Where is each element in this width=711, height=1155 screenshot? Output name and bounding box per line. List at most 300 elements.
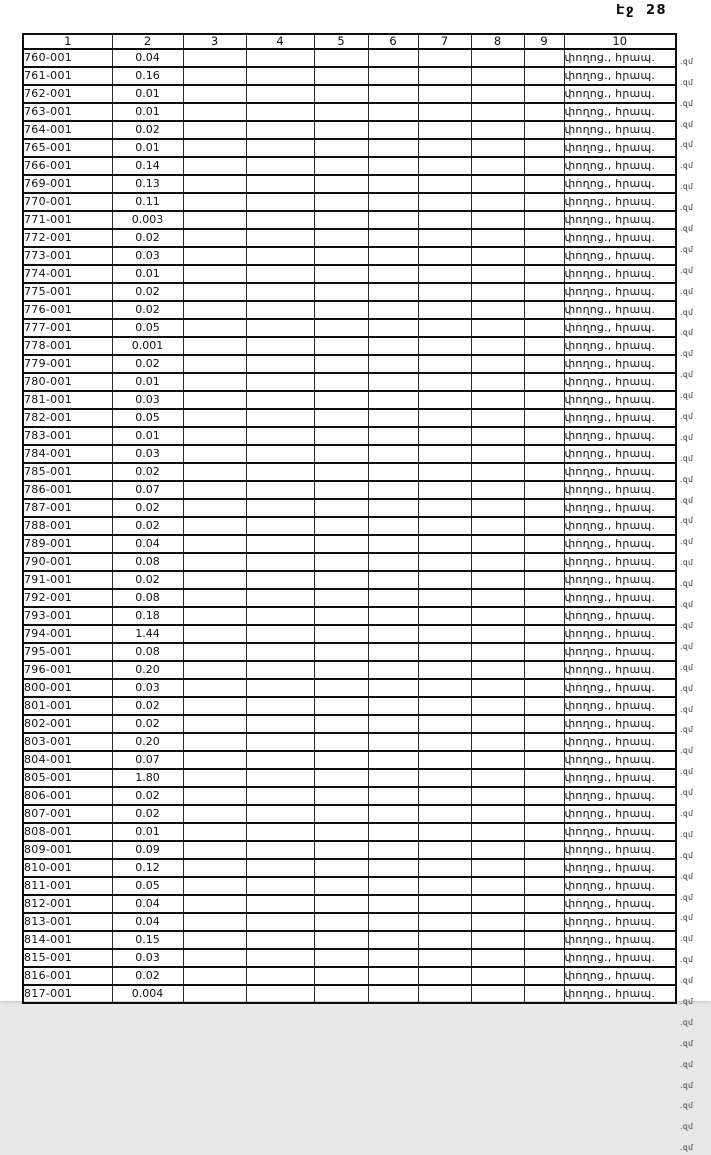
empty-cell-col8 [471, 607, 524, 625]
parcel-code-cell: 791-001 [23, 571, 112, 589]
empty-cell-col9 [524, 85, 564, 103]
empty-cell-col6 [368, 517, 418, 535]
empty-cell-col4 [246, 499, 314, 517]
empty-cell-col3 [183, 85, 246, 103]
margin-mark: .զմ [680, 725, 694, 735]
empty-cell-col9 [524, 715, 564, 733]
parcel-code-cell: 813-001 [23, 913, 112, 931]
category-cell: փողոց., հրապ. [564, 733, 676, 751]
table-row [23, 427, 676, 445]
parcel-code-cell: 774-001 [23, 265, 112, 283]
empty-cell-col8 [471, 85, 524, 103]
empty-cell-col7 [418, 139, 471, 157]
empty-cell-col8 [471, 445, 524, 463]
empty-cell-col9 [524, 661, 564, 679]
empty-cell-col7 [418, 193, 471, 211]
parcel-code-cell: 795-001 [23, 643, 112, 661]
empty-cell-col4 [246, 85, 314, 103]
empty-cell-col9 [524, 877, 564, 895]
category-cell: փողոց., հրապ. [564, 949, 676, 967]
empty-cell-col3 [183, 877, 246, 895]
margin-mark: .զմ [680, 224, 694, 234]
empty-cell-col4 [246, 661, 314, 679]
header-row [23, 34, 676, 49]
table-row [23, 823, 676, 841]
empty-cell-col8 [471, 499, 524, 517]
margin-mark: .զմ [680, 704, 694, 714]
table-row [23, 625, 676, 643]
margin-mark: .զմ [680, 77, 694, 87]
area-value-cell: 0.003 [112, 211, 183, 229]
empty-cell-col3 [183, 571, 246, 589]
empty-cell-col5 [314, 463, 368, 481]
empty-cell-col3 [183, 121, 246, 139]
empty-cell-col3 [183, 157, 246, 175]
empty-cell-col6 [368, 607, 418, 625]
table-row [23, 139, 676, 157]
parcel-code-cell: 792-001 [23, 589, 112, 607]
empty-cell-col6 [368, 679, 418, 697]
empty-cell-col8 [471, 787, 524, 805]
category-cell: փողոց., հրապ. [564, 967, 676, 985]
category-cell: փողոց., հրապ. [564, 589, 676, 607]
empty-cell-col7 [418, 985, 471, 1003]
area-value-cell: 0.02 [112, 715, 183, 733]
empty-cell-col6 [368, 193, 418, 211]
empty-cell-col5 [314, 985, 368, 1003]
empty-cell-col5 [314, 679, 368, 697]
area-value-cell: 0.02 [112, 967, 183, 985]
empty-cell-col4 [246, 787, 314, 805]
category-cell: փողոց., հրապ. [564, 679, 676, 697]
empty-cell-col9 [524, 175, 564, 193]
parcel-code-cell: 784-001 [23, 445, 112, 463]
table-row [23, 859, 676, 877]
empty-cell-col3 [183, 697, 246, 715]
empty-cell-col3 [183, 679, 246, 697]
empty-cell-col9 [524, 265, 564, 283]
empty-cell-col8 [471, 949, 524, 967]
empty-cell-col6 [368, 697, 418, 715]
margin-mark: .զմ [680, 850, 694, 860]
table-row [23, 877, 676, 895]
margin-mark: .զմ [680, 328, 694, 338]
empty-cell-col3 [183, 67, 246, 85]
empty-cell-col3 [183, 895, 246, 913]
column-header-2: 2 [112, 34, 183, 49]
empty-cell-col7 [418, 715, 471, 733]
category-cell: փողոց., հրապ. [564, 337, 676, 355]
empty-cell-col9 [524, 67, 564, 85]
category-cell: փողոց., հրապ. [564, 463, 676, 481]
empty-cell-col6 [368, 769, 418, 787]
empty-cell-col6 [368, 67, 418, 85]
area-value-cell: 0.04 [112, 895, 183, 913]
empty-cell-col5 [314, 787, 368, 805]
margin-mark: .զմ [680, 182, 694, 192]
empty-cell-col4 [246, 67, 314, 85]
empty-cell-col9 [524, 355, 564, 373]
empty-cell-col7 [418, 355, 471, 373]
area-value-cell: 0.12 [112, 859, 183, 877]
empty-cell-col4 [246, 157, 314, 175]
parcel-code-cell: 806-001 [23, 787, 112, 805]
table-row [23, 589, 676, 607]
empty-cell-col3 [183, 229, 246, 247]
empty-cell-col5 [314, 895, 368, 913]
area-value-cell: 1.80 [112, 769, 183, 787]
empty-cell-col6 [368, 823, 418, 841]
empty-cell-col6 [368, 805, 418, 823]
area-value-cell: 0.03 [112, 679, 183, 697]
empty-cell-col9 [524, 571, 564, 589]
empty-cell-col9 [524, 481, 564, 499]
table-body [23, 49, 676, 1003]
table-row [23, 265, 676, 283]
parcel-code-cell: 794-001 [23, 625, 112, 643]
category-cell: փողոց., հրապ. [564, 913, 676, 931]
empty-cell-col9 [524, 499, 564, 517]
empty-cell-col3 [183, 733, 246, 751]
empty-cell-col7 [418, 67, 471, 85]
empty-cell-col3 [183, 337, 246, 355]
empty-cell-col8 [471, 337, 524, 355]
empty-cell-col5 [314, 751, 368, 769]
empty-cell-col5 [314, 607, 368, 625]
category-cell: փողոց., հրապ. [564, 931, 676, 949]
category-cell: փողոց., հրապ. [564, 787, 676, 805]
empty-cell-col8 [471, 679, 524, 697]
empty-cell-col8 [471, 517, 524, 535]
empty-cell-col5 [314, 697, 368, 715]
empty-cell-col6 [368, 733, 418, 751]
margin-mark: .զմ [680, 558, 694, 568]
empty-cell-col8 [471, 193, 524, 211]
table-row [23, 481, 676, 499]
empty-cell-col9 [524, 121, 564, 139]
area-value-cell: 0.02 [112, 805, 183, 823]
parcel-code-cell: 760-001 [23, 49, 112, 67]
table-row [23, 301, 676, 319]
column-header-5: 5 [314, 34, 368, 49]
margin-mark: .զմ [680, 976, 694, 986]
category-cell: փողոց., հրապ. [564, 859, 676, 877]
empty-cell-col9 [524, 535, 564, 553]
parcel-code-cell: 811-001 [23, 877, 112, 895]
area-value-cell: 0.05 [112, 409, 183, 427]
empty-cell-col8 [471, 103, 524, 121]
empty-cell-col9 [524, 859, 564, 877]
parcel-code-cell: 809-001 [23, 841, 112, 859]
empty-cell-col4 [246, 589, 314, 607]
empty-cell-col8 [471, 751, 524, 769]
category-cell: փողոց., հրապ. [564, 895, 676, 913]
empty-cell-col7 [418, 175, 471, 193]
empty-cell-col4 [246, 301, 314, 319]
empty-cell-col9 [524, 625, 564, 643]
empty-cell-col8 [471, 985, 524, 1003]
empty-cell-col7 [418, 967, 471, 985]
empty-cell-col4 [246, 769, 314, 787]
empty-cell-col7 [418, 211, 471, 229]
empty-cell-col9 [524, 607, 564, 625]
table-row [23, 67, 676, 85]
empty-cell-col7 [418, 589, 471, 607]
empty-cell-col7 [418, 733, 471, 751]
empty-cell-col8 [471, 409, 524, 427]
margin-mark: .զմ [680, 1017, 694, 1027]
empty-cell-col6 [368, 589, 418, 607]
table-row [23, 319, 676, 337]
empty-cell-col4 [246, 139, 314, 157]
empty-cell-col9 [524, 589, 564, 607]
empty-cell-col5 [314, 67, 368, 85]
category-cell: փողոց., հրապ. [564, 391, 676, 409]
empty-cell-col8 [471, 661, 524, 679]
empty-cell-col6 [368, 103, 418, 121]
empty-cell-col4 [246, 733, 314, 751]
margin-marks-column [680, 48, 708, 1155]
category-cell: փողոց., հրապ. [564, 535, 676, 553]
empty-cell-col9 [524, 895, 564, 913]
table-row [23, 733, 676, 751]
empty-cell-col5 [314, 283, 368, 301]
empty-cell-col6 [368, 967, 418, 985]
table-row [23, 967, 676, 985]
empty-cell-col5 [314, 805, 368, 823]
empty-cell-col7 [418, 625, 471, 643]
category-cell: փողոց., հրապ. [564, 121, 676, 139]
category-cell: փողոց., հրապ. [564, 697, 676, 715]
parcel-code-cell: 771-001 [23, 211, 112, 229]
margin-mark: .զմ [680, 432, 694, 442]
empty-cell-col5 [314, 409, 368, 427]
empty-cell-col4 [246, 535, 314, 553]
parcel-code-cell: 796-001 [23, 661, 112, 679]
empty-cell-col4 [246, 193, 314, 211]
empty-cell-col9 [524, 319, 564, 337]
area-value-cell: 0.04 [112, 913, 183, 931]
empty-cell-col3 [183, 463, 246, 481]
empty-cell-col7 [418, 445, 471, 463]
empty-cell-col3 [183, 715, 246, 733]
category-cell: փողոց., հրապ. [564, 265, 676, 283]
area-value-cell: 0.01 [112, 85, 183, 103]
empty-cell-col8 [471, 157, 524, 175]
empty-cell-col3 [183, 481, 246, 499]
empty-cell-col3 [183, 427, 246, 445]
empty-cell-col6 [368, 985, 418, 1003]
empty-cell-col6 [368, 283, 418, 301]
empty-cell-col9 [524, 985, 564, 1003]
empty-cell-col3 [183, 409, 246, 427]
empty-cell-col6 [368, 895, 418, 913]
table-row [23, 445, 676, 463]
margin-mark: .զմ [680, 913, 694, 923]
empty-cell-col7 [418, 805, 471, 823]
empty-cell-col7 [418, 643, 471, 661]
empty-cell-col9 [524, 373, 564, 391]
empty-cell-col4 [246, 805, 314, 823]
parcel-code-cell: 763-001 [23, 103, 112, 121]
category-cell: փողոց., հրապ. [564, 85, 676, 103]
empty-cell-col8 [471, 841, 524, 859]
area-value-cell: 0.02 [112, 517, 183, 535]
empty-cell-col6 [368, 247, 418, 265]
empty-cell-col3 [183, 247, 246, 265]
empty-cell-col6 [368, 787, 418, 805]
empty-cell-col7 [418, 391, 471, 409]
empty-cell-col7 [418, 877, 471, 895]
empty-cell-col3 [183, 499, 246, 517]
margin-mark: .զմ [680, 56, 694, 66]
column-header-9: 9 [524, 34, 564, 49]
column-header-3: 3 [183, 34, 246, 49]
empty-cell-col4 [246, 877, 314, 895]
margin-mark: .զմ [680, 495, 694, 505]
margin-mark: .զմ [680, 767, 694, 777]
empty-cell-col8 [471, 697, 524, 715]
parcel-code-cell: 781-001 [23, 391, 112, 409]
empty-cell-col7 [418, 283, 471, 301]
empty-cell-col5 [314, 103, 368, 121]
empty-cell-col9 [524, 733, 564, 751]
category-cell: փողոց., հրապ. [564, 247, 676, 265]
empty-cell-col3 [183, 769, 246, 787]
empty-cell-col5 [314, 445, 368, 463]
empty-cell-col3 [183, 301, 246, 319]
empty-cell-col9 [524, 193, 564, 211]
margin-mark: .զմ [680, 662, 694, 672]
empty-cell-col5 [314, 481, 368, 499]
empty-cell-col9 [524, 427, 564, 445]
parcel-code-cell: 807-001 [23, 805, 112, 823]
category-cell: փողոց., հրապ. [564, 751, 676, 769]
category-cell: փողոց., հրապ. [564, 103, 676, 121]
empty-cell-col9 [524, 211, 564, 229]
table-row [23, 643, 676, 661]
category-cell: փողոց., հրապ. [564, 319, 676, 337]
empty-cell-col8 [471, 715, 524, 733]
empty-cell-col6 [368, 625, 418, 643]
empty-cell-col3 [183, 103, 246, 121]
empty-cell-col3 [183, 265, 246, 283]
parcel-code-cell: 815-001 [23, 949, 112, 967]
empty-cell-col8 [471, 805, 524, 823]
area-value-cell: 0.02 [112, 229, 183, 247]
empty-cell-col5 [314, 139, 368, 157]
category-cell: փողոց., հրապ. [564, 841, 676, 859]
margin-mark: .զմ [680, 788, 694, 798]
empty-cell-col9 [524, 805, 564, 823]
empty-cell-col6 [368, 139, 418, 157]
parcel-code-cell: 764-001 [23, 121, 112, 139]
empty-cell-col8 [471, 769, 524, 787]
margin-mark: .զմ [680, 161, 694, 171]
empty-cell-col6 [368, 949, 418, 967]
empty-cell-col9 [524, 949, 564, 967]
empty-cell-col9 [524, 139, 564, 157]
margin-mark: .զմ [680, 829, 694, 839]
empty-cell-col4 [246, 823, 314, 841]
parcel-code-cell: 800-001 [23, 679, 112, 697]
parcel-code-cell: 801-001 [23, 697, 112, 715]
empty-cell-col7 [418, 751, 471, 769]
empty-cell-col8 [471, 49, 524, 67]
empty-cell-col4 [246, 895, 314, 913]
table-row [23, 49, 676, 67]
category-cell: փողոց., հրապ. [564, 823, 676, 841]
category-cell: փողոց., հրապ. [564, 553, 676, 571]
empty-cell-col5 [314, 319, 368, 337]
margin-mark: .զմ [680, 265, 694, 275]
empty-cell-col4 [246, 247, 314, 265]
empty-cell-col3 [183, 139, 246, 157]
category-cell: փողոց., հրապ. [564, 805, 676, 823]
empty-cell-col3 [183, 175, 246, 193]
parcel-code-cell: 785-001 [23, 463, 112, 481]
table-row [23, 553, 676, 571]
parcel-code-cell: 762-001 [23, 85, 112, 103]
empty-cell-col5 [314, 517, 368, 535]
empty-cell-col4 [246, 427, 314, 445]
empty-cell-col4 [246, 337, 314, 355]
empty-cell-col5 [314, 157, 368, 175]
empty-cell-col6 [368, 913, 418, 931]
empty-cell-col9 [524, 931, 564, 949]
parcel-code-cell: 786-001 [23, 481, 112, 499]
category-cell: փողոց., հրապ. [564, 499, 676, 517]
table-row [23, 931, 676, 949]
parcel-code-cell: 810-001 [23, 859, 112, 877]
empty-cell-col6 [368, 553, 418, 571]
empty-cell-col5 [314, 229, 368, 247]
area-value-cell: 0.02 [112, 463, 183, 481]
parcel-code-cell: 787-001 [23, 499, 112, 517]
empty-cell-col8 [471, 931, 524, 949]
empty-cell-col9 [524, 49, 564, 67]
empty-cell-col6 [368, 337, 418, 355]
margin-mark: .զմ [680, 370, 694, 380]
margin-mark: .զմ [680, 1059, 694, 1069]
empty-cell-col3 [183, 211, 246, 229]
margin-mark: .զմ [680, 746, 694, 756]
margin-mark: .զմ [680, 1143, 694, 1153]
margin-mark: .զմ [680, 98, 694, 108]
category-cell: փողոց., հրապ. [564, 427, 676, 445]
empty-cell-col8 [471, 175, 524, 193]
empty-cell-col5 [314, 949, 368, 967]
empty-cell-col6 [368, 427, 418, 445]
empty-cell-col6 [368, 841, 418, 859]
empty-cell-col8 [471, 355, 524, 373]
empty-cell-col5 [314, 589, 368, 607]
empty-cell-col3 [183, 391, 246, 409]
empty-cell-col7 [418, 787, 471, 805]
empty-cell-col7 [418, 931, 471, 949]
parcel-code-cell: 780-001 [23, 373, 112, 391]
empty-cell-col9 [524, 445, 564, 463]
empty-cell-col3 [183, 355, 246, 373]
empty-cell-col6 [368, 121, 418, 139]
table-row [23, 337, 676, 355]
empty-cell-col3 [183, 913, 246, 931]
empty-cell-col4 [246, 985, 314, 1003]
empty-cell-col4 [246, 625, 314, 643]
area-value-cell: 0.04 [112, 49, 183, 67]
area-value-cell: 0.02 [112, 121, 183, 139]
empty-cell-col3 [183, 535, 246, 553]
